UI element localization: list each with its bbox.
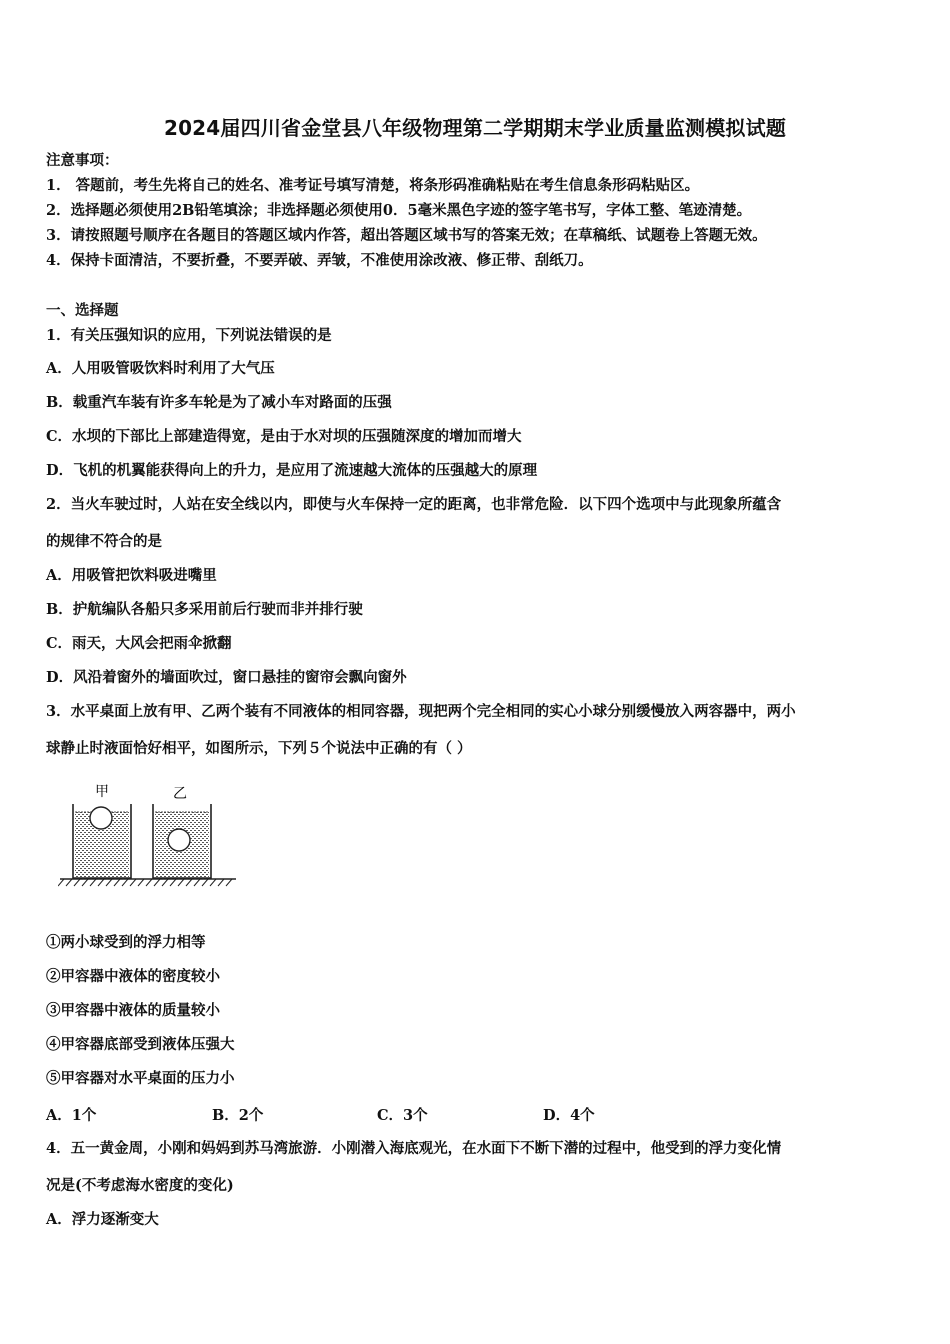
label-jia: 甲 bbox=[95, 784, 109, 800]
question-3-statement-2: ②甲容器中液体的密度较小 bbox=[46, 968, 220, 985]
section-heading: 一、选择题 bbox=[46, 302, 119, 319]
ball-jia bbox=[90, 807, 112, 829]
table-surface bbox=[58, 879, 236, 886]
question-1-option-d: D．飞机的机翼能获得向上的升力，是应用了流速越大流体的压强越大的原理 bbox=[46, 462, 538, 479]
question-3-choice-b: B．2个 bbox=[212, 1107, 264, 1124]
question-3-statement-5: ⑤甲容器对水平桌面的压力小 bbox=[46, 1070, 235, 1087]
question-3-statement-3: ③甲容器中液体的质量较小 bbox=[46, 1002, 220, 1019]
question-3-statement-1: ①两小球受到的浮力相等 bbox=[46, 934, 206, 951]
question-3-stem-cont: 球静止时液面恰好相平，如图所示，下列５个说法中正确的有（ ） bbox=[46, 740, 472, 757]
ball-yi bbox=[168, 829, 190, 851]
question-3-choice-c: C．3个 bbox=[377, 1107, 428, 1124]
label-yi: 乙 bbox=[173, 786, 187, 802]
question-1-option-b: B．载重汽车装有许多车轮是为了减小车对路面的压强 bbox=[46, 394, 392, 411]
notice-item: 4．保持卡面清洁，不要折叠，不要弄破、弄皱，不准使用涂改液、修正带、刮纸刀。 bbox=[46, 252, 593, 269]
question-3-choice-d: D．4个 bbox=[543, 1107, 595, 1124]
notice-item: 1． 答题前，考生先将自己的姓名、准考证号填写清楚，将条形码准确粘贴在考生信息条形码粘贴区。 bbox=[46, 177, 700, 194]
question-1-stem: 1．有关压强知识的应用，下列说法错误的是 bbox=[46, 327, 332, 344]
question-3-choice-a: A．1个 bbox=[46, 1107, 97, 1124]
container-yi bbox=[153, 804, 211, 878]
question-2-option-b: B．护航编队各船只多采用前后行驶而非并排行驶 bbox=[46, 601, 363, 618]
notice-item: 2．选择题必须使用2B铅笔填涂；非选择题必须使用0．5毫米黑色字迹的签字笔书写，字体工整、笔迹清楚。 bbox=[46, 202, 752, 219]
question-2-option-a: A．用吸管把饮料吸进嘴里 bbox=[46, 567, 217, 584]
container-jia bbox=[73, 804, 131, 878]
question-2-stem: 2．当火车驶过时，人站在安全线以内，即使与火车保持一定的距离，也非常危险．以下四个选项中与此现象所蕴含 bbox=[46, 496, 782, 513]
question-2-option-d: D．风沿着窗外的墙面吹过，窗口悬挂的窗帘会飘向窗外 bbox=[46, 669, 407, 686]
notice-heading: 注意事项： bbox=[46, 152, 119, 169]
page-title: 2024届四川省金堂县八年级物理第二学期期末学业质量监测模拟试题 bbox=[163, 116, 787, 140]
question-2-option-c: C．雨天，大风会把雨伞掀翻 bbox=[46, 635, 232, 652]
containers-figure bbox=[58, 782, 238, 890]
question-4-stem-cont: 况是(不考虑海水密度的变化) bbox=[46, 1177, 234, 1194]
notice-item: 3．请按照题号顺序在各题目的答题区域内作答，超出答题区域书写的答案无效；在草稿纸、试题卷上答题无效。 bbox=[46, 227, 767, 244]
question-4-stem: 4．五一黄金周，小刚和妈妈到苏马湾旅游．小刚潜入海底观光，在水面下不断下潜的过程中，他受到的浮力变化情 bbox=[46, 1140, 782, 1157]
question-4-option-a: A．浮力逐渐变大 bbox=[46, 1211, 159, 1228]
question-3-stem: 3．水平桌面上放有甲、乙两个装有不同液体的相同容器，现把两个完全相同的实心小球分别缓慢放入两容器中，两小 bbox=[46, 703, 796, 720]
question-1-option-c: C．水坝的下部比上部建造得宽，是由于水对坝的压强随深度的增加而增大 bbox=[46, 428, 522, 445]
question-2-stem-cont: 的规律不符合的是 bbox=[46, 533, 162, 550]
question-1-option-a: A．人用吸管吸饮料时利用了大气压 bbox=[46, 360, 275, 377]
question-3-statement-4: ④甲容器底部受到液体压强大 bbox=[46, 1036, 235, 1053]
